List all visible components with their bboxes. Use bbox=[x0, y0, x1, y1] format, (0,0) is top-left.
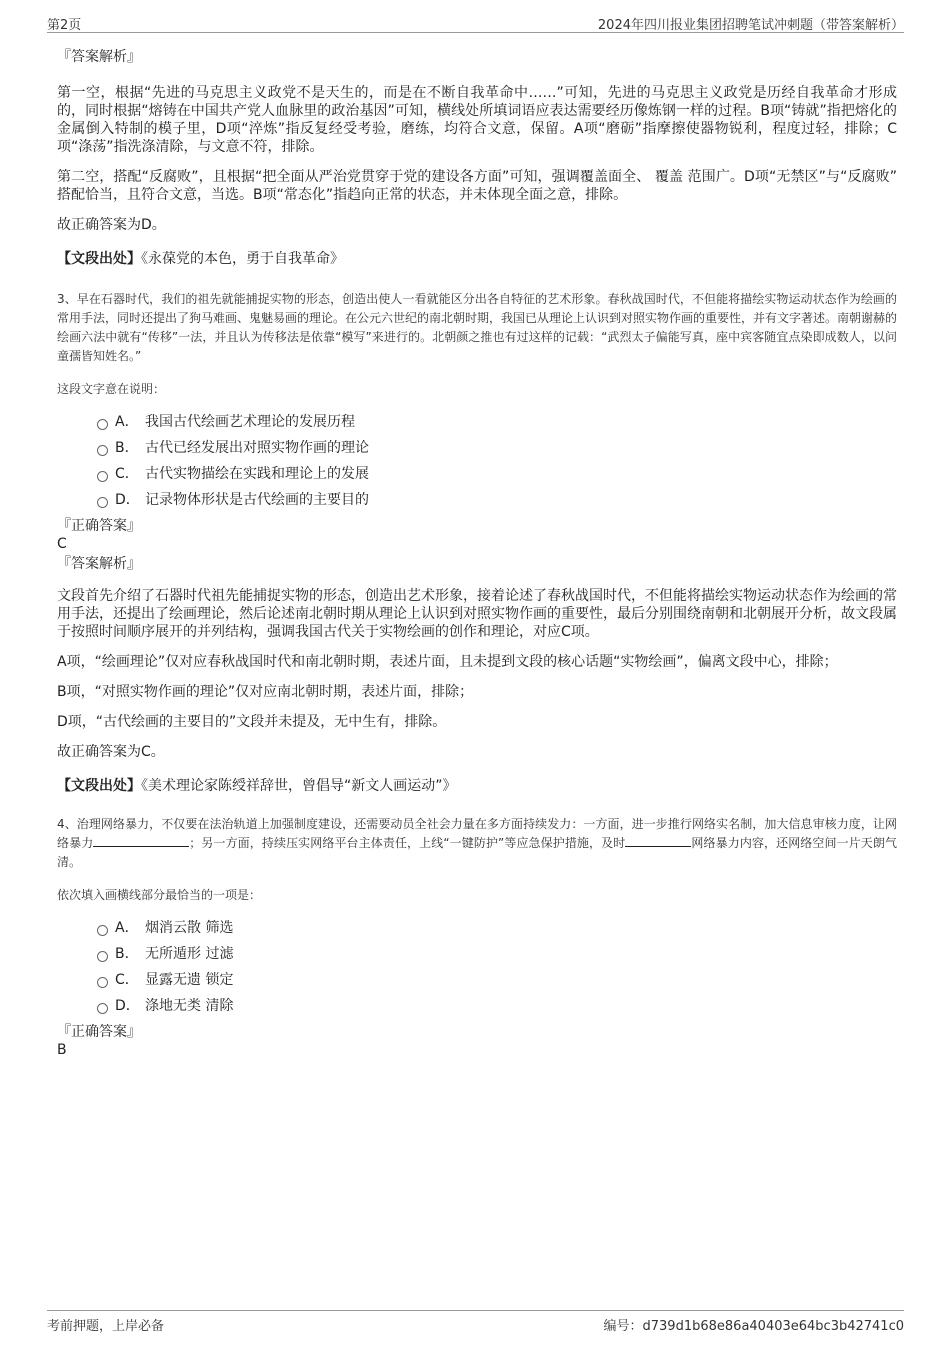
q4-answer-label: 『正确答案』 bbox=[57, 1024, 141, 1040]
radio-icon[interactable] bbox=[97, 471, 108, 482]
q3-analysis-p3: B项，“对照实物作画的理论”仅对应南北朝时期，表述片面，排除； bbox=[57, 684, 474, 700]
q4-option-d[interactable]: D． 涤地无类 清除 bbox=[57, 997, 897, 1023]
radio-icon[interactable] bbox=[97, 445, 108, 456]
q3-source-text: 《美术理论家陈绶祥辞世，曾倡导“新文人画运动”》 bbox=[141, 778, 457, 794]
q4-stem: 4、治理网络暴力，不仅要在法治轨道上加强制度建设，还需要动员全社会力量在多方面持续发力：一方面，进一步推行网络实名制，加大信息审核力度，让网络暴力 ；另一方面，持续压实网络平台主体责任，上线“一键防护”等应急保护措施，及时 网络暴力内容，还网络空间一片天朗气清。 bbox=[57, 817, 897, 869]
q3-analysis-p1: 文段首先介绍了石器时代祖先能捕捉实物的形态，创造出艺术形象，接着论述了春秋战国时代，不但能将描绘实物运动状态作为绘画的常用手法，还提出了绘画理论，然后论述南北朝时期从理论上认识到对照实物作画的重要性，最后分别围绕南朝和北朝展开分析，故文段属于按照时间顺序展开的并列结构，强调我国古代关于实物绘画的创作和理论，对应C项。 bbox=[57, 588, 897, 640]
page-header bbox=[47, 12, 904, 33]
q3-analysis-label: 『答案解析』 bbox=[57, 556, 141, 572]
footer-slogan: 考前押题，上岸必备 bbox=[47, 1319, 165, 1334]
q3-option-c[interactable]: C． 古代实物描绘在实践和理论上的发展 bbox=[57, 465, 897, 491]
q4-options bbox=[57, 919, 897, 1023]
q3-option-a[interactable]: A． 我国古代绘画艺术理论的发展历程 bbox=[57, 413, 897, 439]
document-title: 2024年四川报业集团招聘笔试冲刺题（带答案解析） bbox=[597, 18, 904, 33]
q2-analysis-p2: 第二空，搭配“反腐败”，且根据“把全面从严治党贯穿于党的建设各方面”可知，强调覆盖面全、 覆盖 范围广。D项“无禁区”与“反腐败” 搭配恰当，且符合文意，当选。B项“常态化”指趋向正常的状态，并未体现全面之意，排除。 bbox=[57, 169, 897, 203]
radio-icon[interactable] bbox=[97, 977, 108, 988]
radio-icon[interactable] bbox=[97, 951, 108, 962]
q3-analysis-p4: D项，“古代绘画的主要目的”文段并未提及，无中生有，排除。 bbox=[57, 714, 447, 730]
q2-source bbox=[57, 250, 897, 268]
q4-option-a[interactable]: A． 烟消云散 筛选 bbox=[57, 919, 897, 945]
q4-answer: B bbox=[57, 1042, 67, 1058]
q2-source-label: 【文段出处】 bbox=[57, 251, 141, 267]
page-number: 第2页 bbox=[47, 18, 82, 33]
q3-stem: 3、早在石器时代，我们的祖先就能捕捉实物的形态，创造出使人一看就能区分出各自特征的艺术形象。春秋战国时代，不但能将描绘实物运动状态作为绘画的常用手法，同时还提出了狗马难画、鬼魅易画的理论。在公元六世纪的南北朝时期，我国已从理论上认识到对照实物作画的重要性，并有文字著述。南朝谢赫的绘画六法中就有“传移”一法，并且认为传移法是依靠“模写”来进行的。北朝颜之推也有过这样的记载：“武烈太子偏能写真，座中宾客随宜点染即成数人，以问童孺皆知姓名。” bbox=[57, 292, 898, 363]
page-footer bbox=[47, 1310, 904, 1333]
radio-icon[interactable] bbox=[97, 925, 108, 936]
q2-analysis-p3: 故正确答案为D。 bbox=[57, 217, 166, 233]
q3-answer-label: 『正确答案』 bbox=[57, 518, 141, 534]
q2-analysis-label: 『答案解析』 bbox=[57, 49, 141, 65]
radio-icon[interactable] bbox=[97, 497, 108, 508]
q4-option-b[interactable]: B． 无所遁形 过滤 bbox=[57, 945, 897, 971]
q3-options bbox=[57, 413, 897, 517]
q3-prompt: 这段文字意在说明： bbox=[57, 382, 166, 396]
q3-answer: C bbox=[57, 536, 67, 552]
q3-analysis-p5: 故正确答案为C。 bbox=[57, 744, 165, 760]
fill-blank-2 bbox=[625, 834, 691, 847]
q4-option-c[interactable]: C． 显露无遗 锁定 bbox=[57, 971, 897, 997]
q3-source-label: 【文段出处】 bbox=[57, 778, 141, 794]
footer-serial: 编号：d739d1b68e86a40403e64bc3b42741c0 bbox=[603, 1319, 904, 1334]
q3-option-b[interactable]: B． 古代已经发展出对照实物作画的理论 bbox=[57, 439, 897, 465]
q3-source bbox=[57, 777, 897, 795]
q3-analysis-p2: A项，“绘画理论”仅对应春秋战国时代和南北朝时期，表述片面，且未提到文段的核心话题“实物绘画”，偏离文段中心，排除； bbox=[57, 654, 838, 670]
q3-option-d[interactable]: D． 记录物体形状是古代绘画的主要目的 bbox=[57, 491, 897, 517]
page-content bbox=[57, 44, 897, 1059]
q2-source-text: 《永葆党的本色，勇于自我革命》 bbox=[141, 251, 344, 267]
q2-analysis-p1: 第一空，根据“先进的马克思主义政党不是天生的，而是在不断自我革命中……”可知，先进的马克思主义政党是历经自我革命才形成的，同时根据“熔铸在中国共产党人血脉里的政治基因”可知，横线处所填词语应表达需要经历像炼钢一样的过程。B项“铸就”指把熔化的金属倒入特制的模子里，D项“淬炼”指反复经受考验，磨练，均符合文意，保留。A项“磨砺”指摩擦使器物锐利，程度过轻，排除；C项“涤荡”指洗涤清除，与文意不符，排除。 bbox=[57, 85, 897, 155]
radio-icon[interactable] bbox=[97, 419, 108, 430]
q4-prompt: 依次填入画横线部分最恰当的一项是： bbox=[57, 888, 262, 902]
fill-blank-1 bbox=[93, 834, 189, 847]
radio-icon[interactable] bbox=[97, 1003, 108, 1014]
